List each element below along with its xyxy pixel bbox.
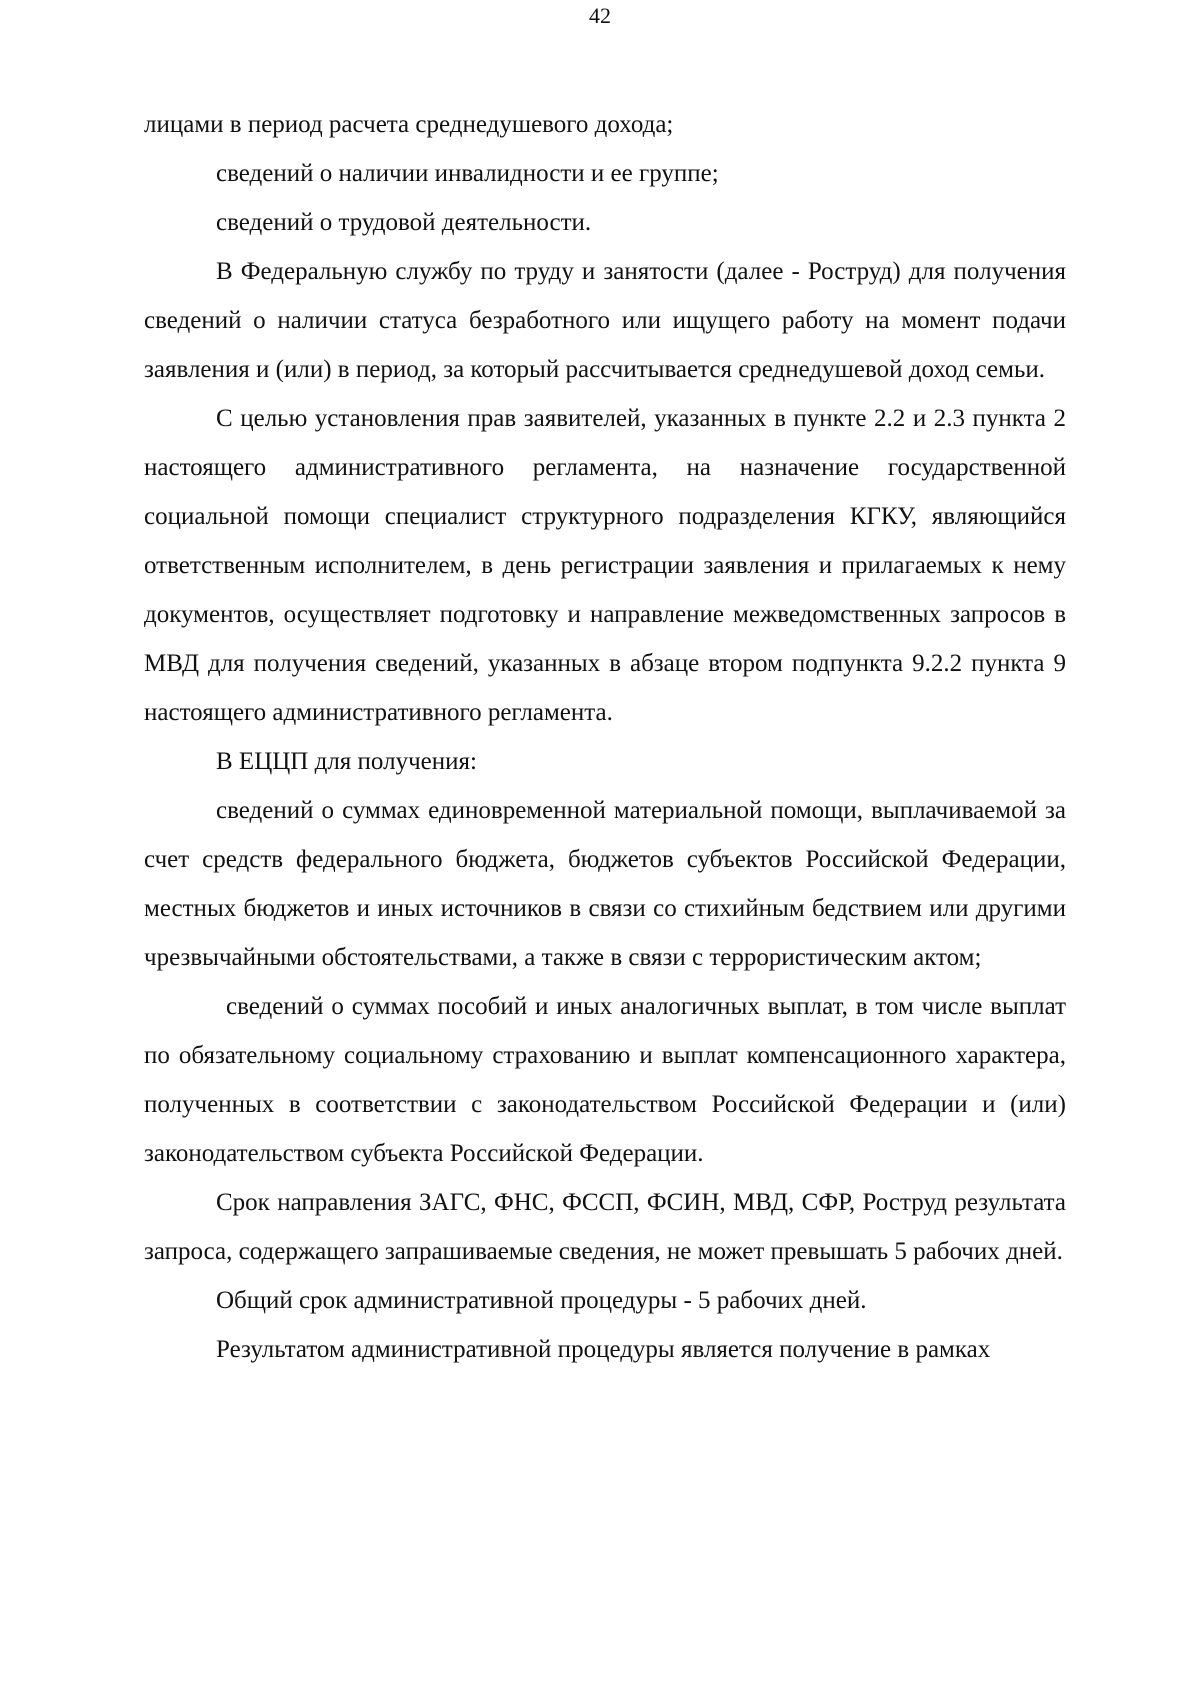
paragraph-total-term: Общий срок административной процедуры - 5 рабочих дней. bbox=[216, 1287, 867, 1314]
paragraph-continuation: лицами в период расчета среднедушевого дохода; bbox=[144, 111, 674, 138]
paragraph-lump-sum-aid: сведений о суммах единовременной материальной помощи, выплачиваемой за счет средств федерального бюджета, бюджетов субъектов Российской Федерации, местных бюджетов и иных источников в связи со стихийным бедствием или другими чрезвычайными обстоятельствами, а также в связи с террористическим актом; bbox=[144, 797, 1066, 971]
paragraph-result: Результатом административной процедуры является получение в рамках bbox=[216, 1336, 991, 1363]
paragraph-ecsp-heading: В ЕЦЦП для получения: bbox=[216, 748, 477, 775]
paragraph-benefits: сведений о суммах пособий и иных аналогичных выплат, в том числе выплат по обязательному социальному страхованию и выплат компенсационного характера, полученных в соответствии с законодательством Российской Федерации и (или) законодательством субъекта Российской Федерации. bbox=[144, 993, 1066, 1167]
paragraph-labor-info: сведений о трудовой деятельности. bbox=[216, 209, 592, 236]
paragraph-rights-establishment: С целью установления прав заявителей, указанных в пункте 2.2 и 2.3 пункта 2 настоящего административного регламента, на назначение государственной социальной помощи специалист структурного подразделения КГКУ, являющийся ответственным исполнителем, в день регистрации заявления и прилагаемых к нему документов, осуществляет подготовку и направление межведомственных запросов в МВД для получения сведений, указанных в абзаце втором подпункта 9.2.2 пункта 9 настоящего административного регламента. bbox=[144, 405, 1066, 726]
page-number: 42 bbox=[589, 3, 611, 28]
paragraph-rostrud: В Федеральную службу по труду и занятости (далее - Роструд) для получения сведений о наличии статуса безработного или ищущего работу на момент подачи заявления и (или) в период, за который рассчитывается среднедушевой доход семьи. bbox=[144, 258, 1066, 383]
document-body bbox=[144, 100, 1066, 1374]
paragraph-disability-info: сведений о наличии инвалидности и ее группе; bbox=[216, 160, 719, 187]
paragraph-response-deadline: Срок направления ЗАГС, ФНС, ФССП, ФСИН, МВД, СФР, Роструд результата запроса, содержащего запрашиваемые сведения, не может превышать 5 рабочих дней. bbox=[144, 1189, 1066, 1265]
